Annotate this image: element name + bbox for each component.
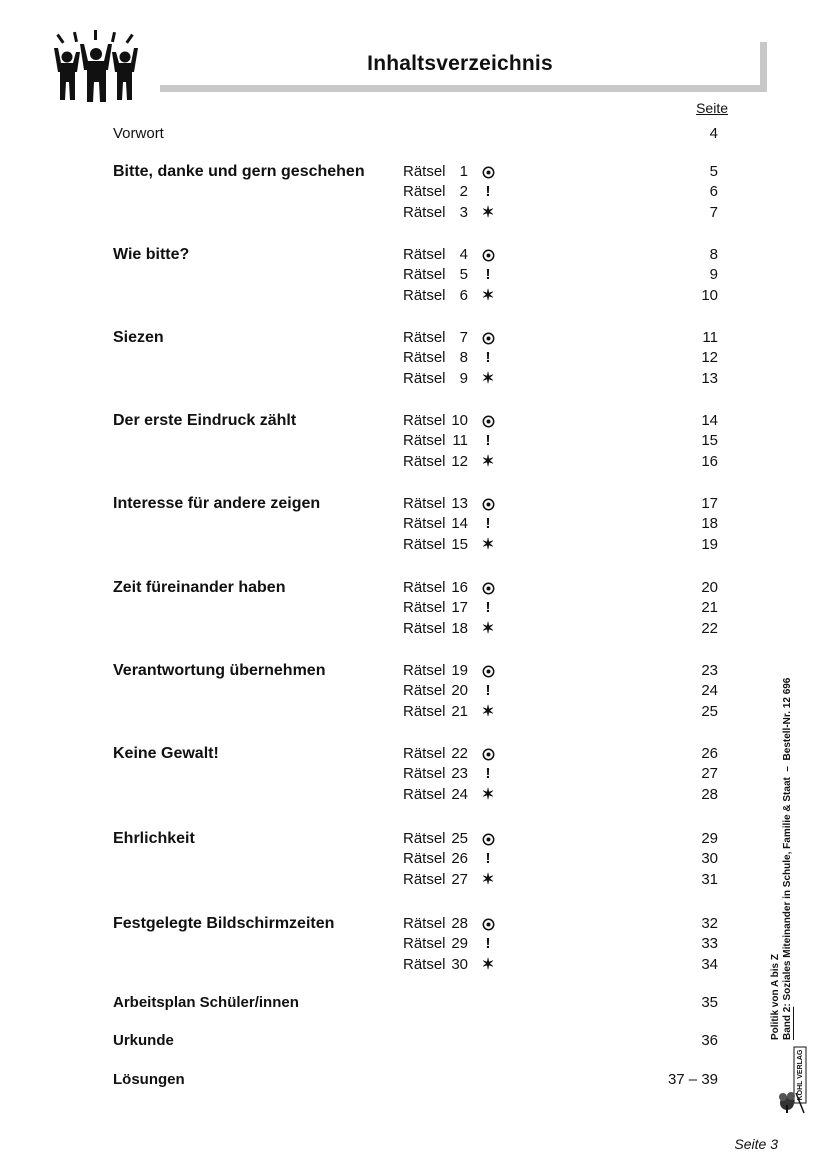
page-number-cell: 35 bbox=[701, 994, 718, 1011]
page-number-cell: 7 bbox=[709, 204, 718, 221]
raetsel-label: Rätsel bbox=[403, 956, 446, 973]
raetsel-number: 27 bbox=[451, 871, 468, 888]
target-icon bbox=[479, 245, 497, 265]
raetsel-label: Rätsel bbox=[403, 412, 446, 429]
toc-row bbox=[0, 681, 827, 701]
raetsel-label: Rätsel bbox=[403, 349, 446, 366]
toc-row bbox=[0, 452, 827, 472]
raetsel-label: Rätsel bbox=[403, 703, 446, 720]
raetsel-number: 16 bbox=[451, 579, 468, 596]
toc-row bbox=[0, 785, 827, 805]
section-title: Siezen bbox=[113, 329, 164, 346]
page-number-cell: 27 bbox=[701, 765, 718, 782]
raetsel-number: 23 bbox=[451, 765, 468, 782]
band-line bbox=[782, 677, 794, 1040]
star-icon: ✶ bbox=[481, 786, 495, 803]
exclamation-icon: ! bbox=[485, 850, 491, 867]
page-number-cell: 33 bbox=[701, 935, 718, 952]
raetsel-label: Rätsel bbox=[403, 370, 446, 387]
raetsel-number: 14 bbox=[451, 515, 468, 532]
page-number-cell: 36 bbox=[701, 1032, 718, 1049]
raetsel-number: 21 bbox=[451, 703, 468, 720]
exclamation-icon: ! bbox=[485, 599, 491, 616]
raetsel-label: Rätsel bbox=[403, 329, 446, 346]
star-icon: ✶ bbox=[481, 956, 495, 973]
raetsel-number: 28 bbox=[451, 915, 468, 932]
raetsel-label: Rätsel bbox=[403, 915, 446, 932]
raetsel-label: Rätsel bbox=[403, 662, 446, 679]
target-icon bbox=[479, 744, 497, 764]
page-title: Inhaltsverzeichnis bbox=[367, 52, 553, 75]
raetsel-number: 11 bbox=[452, 432, 468, 449]
page-number-cell: 19 bbox=[701, 536, 718, 553]
order-number: Bestell-Nr. 12 696 bbox=[782, 677, 793, 761]
publication-info bbox=[770, 677, 810, 1040]
raetsel-number: 4 bbox=[459, 246, 468, 263]
toc-entry-title: Vorwort bbox=[113, 125, 164, 142]
raetsel-number: 22 bbox=[451, 745, 468, 762]
raetsel-number: 19 bbox=[451, 662, 468, 679]
raetsel-label: Rätsel bbox=[403, 830, 446, 847]
page-number-cell: 17 bbox=[701, 495, 718, 512]
page-number-cell: 18 bbox=[701, 515, 718, 532]
page-number-cell: 34 bbox=[701, 956, 718, 973]
raetsel-label: Rätsel bbox=[403, 432, 446, 449]
page-number-cell: 22 bbox=[701, 620, 718, 637]
toc-row bbox=[0, 598, 827, 618]
toc-extra-entry bbox=[0, 1031, 827, 1051]
page-number-cell: 24 bbox=[701, 682, 718, 699]
raetsel-number: 12 bbox=[451, 453, 468, 470]
title-frame-horizontal bbox=[160, 85, 767, 92]
page-number-cell: 14 bbox=[701, 412, 718, 429]
raetsel-number: 8 bbox=[459, 349, 468, 366]
exclamation-icon: ! bbox=[485, 183, 491, 200]
exclamation-icon: ! bbox=[485, 515, 491, 532]
raetsel-number: 24 bbox=[451, 786, 468, 803]
page-number-cell: 11 bbox=[702, 329, 718, 346]
target-icon bbox=[479, 914, 497, 934]
raetsel-label: Rätsel bbox=[403, 850, 446, 867]
toc-extra-entry bbox=[0, 993, 827, 1013]
toc-row bbox=[0, 411, 827, 431]
raetsel-number: 15 bbox=[451, 536, 468, 553]
exclamation-icon: ! bbox=[485, 432, 491, 449]
toc-row bbox=[0, 162, 827, 182]
target-icon bbox=[479, 829, 497, 849]
page-number-cell: 23 bbox=[701, 662, 718, 679]
raetsel-label: Rätsel bbox=[403, 515, 446, 532]
page-number-cell: 5 bbox=[709, 163, 718, 180]
page-number: Seite 3 bbox=[734, 1136, 778, 1152]
raetsel-number: 9 bbox=[459, 370, 468, 387]
target-icon bbox=[479, 162, 497, 182]
page-number-cell: 21 bbox=[701, 599, 718, 616]
section-title: Bitte, danke und gern geschehen bbox=[113, 163, 365, 180]
exclamation-icon: ! bbox=[485, 935, 491, 952]
raetsel-number: 13 bbox=[451, 495, 468, 512]
raetsel-label: Rätsel bbox=[403, 599, 446, 616]
page-number-cell: 30 bbox=[701, 850, 718, 867]
separator: – bbox=[782, 766, 793, 772]
star-icon: ✶ bbox=[481, 536, 495, 553]
extra-title: Arbeitsplan Schüler/innen bbox=[113, 994, 299, 1011]
raetsel-number: 3 bbox=[459, 204, 468, 221]
raetsel-label: Rätsel bbox=[403, 536, 446, 553]
raetsel-label: Rätsel bbox=[403, 287, 446, 304]
toc-row bbox=[0, 514, 827, 534]
target-icon bbox=[479, 661, 497, 681]
toc-row bbox=[0, 535, 827, 555]
toc-row bbox=[0, 203, 827, 223]
band-title: : Soziales Miteinander in Schule, Familie & Staat bbox=[782, 777, 793, 1007]
page-number-cell: 9 bbox=[709, 266, 718, 283]
raetsel-label: Rätsel bbox=[403, 620, 446, 637]
raetsel-label: Rätsel bbox=[403, 682, 446, 699]
series-title: Politik von A bis Z bbox=[770, 954, 781, 1040]
raetsel-number: 17 bbox=[451, 599, 468, 616]
raetsel-number: 20 bbox=[451, 682, 468, 699]
toc-row bbox=[0, 870, 827, 890]
page-number-cell: 32 bbox=[701, 915, 718, 932]
toc-row bbox=[0, 286, 827, 306]
raetsel-label: Rätsel bbox=[403, 246, 446, 263]
target-icon bbox=[479, 411, 497, 431]
section-title: Keine Gewalt! bbox=[113, 745, 219, 762]
toc-row bbox=[0, 578, 827, 598]
toc-entry-page: 4 bbox=[709, 125, 718, 142]
star-icon: ✶ bbox=[481, 871, 495, 888]
toc-row bbox=[0, 702, 827, 722]
page-number-cell: 20 bbox=[701, 579, 718, 596]
raetsel-number: 6 bbox=[459, 287, 468, 304]
section-title: Der erste Eindruck zählt bbox=[113, 412, 297, 429]
page-number-cell: 15 bbox=[701, 432, 718, 449]
toc-row bbox=[0, 265, 827, 285]
raetsel-number: 2 bbox=[459, 183, 468, 200]
section-title: Interesse für andere zeigen bbox=[113, 495, 321, 512]
raetsel-number: 5 bbox=[459, 266, 468, 283]
raetsel-number: 10 bbox=[451, 412, 468, 429]
exclamation-icon: ! bbox=[485, 765, 491, 782]
section-title: Wie bitte? bbox=[113, 246, 190, 263]
exclamation-icon: ! bbox=[485, 349, 491, 366]
page-number-cell: 13 bbox=[701, 370, 718, 387]
raetsel-label: Rätsel bbox=[403, 266, 446, 283]
toc-row bbox=[0, 369, 827, 389]
toc-row bbox=[0, 431, 827, 451]
raetsel-number: 1 bbox=[459, 163, 468, 180]
toc-row bbox=[0, 934, 827, 954]
raetsel-label: Rätsel bbox=[403, 786, 446, 803]
raetsel-label: Rätsel bbox=[403, 765, 446, 782]
toc-row bbox=[0, 494, 827, 514]
raetsel-number: 25 bbox=[451, 830, 468, 847]
raetsel-label: Rätsel bbox=[403, 935, 446, 952]
toc-row bbox=[0, 849, 827, 869]
toc-row bbox=[0, 245, 827, 265]
section-title: Ehrlichkeit bbox=[113, 830, 195, 847]
page-number-cell: 8 bbox=[709, 246, 718, 263]
toc-row bbox=[0, 182, 827, 202]
toc-row bbox=[0, 955, 827, 975]
raetsel-label: Rätsel bbox=[403, 163, 446, 180]
star-icon: ✶ bbox=[481, 453, 495, 470]
page-number-cell: 31 bbox=[701, 871, 718, 888]
raetsel-label: Rätsel bbox=[403, 183, 446, 200]
extra-title: Urkunde bbox=[113, 1032, 174, 1049]
publisher-logo bbox=[778, 1045, 810, 1115]
raetsel-number: 26 bbox=[451, 850, 468, 867]
page-number-cell: 28 bbox=[701, 786, 718, 803]
star-icon: ✶ bbox=[481, 620, 495, 637]
page-column-header: Seite bbox=[696, 100, 728, 116]
raetsel-number: 18 bbox=[451, 620, 468, 637]
toc-row bbox=[0, 619, 827, 639]
raetsel-number: 29 bbox=[451, 935, 468, 952]
raetsel-label: Rätsel bbox=[403, 745, 446, 762]
raetsel-label: Rätsel bbox=[403, 871, 446, 888]
section-title: Zeit füreinander haben bbox=[113, 579, 286, 596]
toc-row bbox=[0, 829, 827, 849]
target-icon bbox=[479, 494, 497, 514]
people-cheering-logo bbox=[50, 30, 145, 105]
target-icon bbox=[479, 578, 497, 598]
toc-row bbox=[0, 764, 827, 784]
star-icon: ✶ bbox=[481, 703, 495, 720]
page-number-cell: 6 bbox=[709, 183, 718, 200]
page-number-cell: 26 bbox=[701, 745, 718, 762]
star-icon: ✶ bbox=[481, 204, 495, 221]
raetsel-label: Rätsel bbox=[403, 579, 446, 596]
toc-row bbox=[0, 744, 827, 764]
toc-row bbox=[0, 328, 827, 348]
toc-entry-vorwort bbox=[0, 124, 827, 144]
section-title: Festgelegte Bildschirmzeiten bbox=[113, 915, 335, 932]
raetsel-label: Rätsel bbox=[403, 204, 446, 221]
star-icon: ✶ bbox=[481, 370, 495, 387]
page-number-cell: 37 – 39 bbox=[667, 1071, 718, 1088]
svg-text:KOHL VERLAG: KOHL VERLAG bbox=[797, 1049, 804, 1101]
toc-row bbox=[0, 661, 827, 681]
page-number-cell: 25 bbox=[701, 703, 718, 720]
star-icon: ✶ bbox=[481, 287, 495, 304]
raetsel-label: Rätsel bbox=[403, 453, 446, 470]
toc-extra-entry bbox=[0, 1070, 827, 1090]
toc-row bbox=[0, 914, 827, 934]
page-number-cell: 12 bbox=[701, 349, 718, 366]
raetsel-label: Rätsel bbox=[403, 495, 446, 512]
toc-row bbox=[0, 348, 827, 368]
section-title: Verantwortung übernehmen bbox=[113, 662, 326, 679]
raetsel-number: 30 bbox=[451, 956, 468, 973]
raetsel-number: 7 bbox=[459, 329, 468, 346]
page-number-cell: 10 bbox=[701, 287, 718, 304]
exclamation-icon: ! bbox=[485, 266, 491, 283]
exclamation-icon: ! bbox=[485, 682, 491, 699]
target-icon bbox=[479, 328, 497, 348]
band-label: Band 2 bbox=[782, 1006, 793, 1040]
page-number-cell: 29 bbox=[701, 830, 718, 847]
page-number-cell: 16 bbox=[701, 453, 718, 470]
extra-title: Lösungen bbox=[113, 1071, 185, 1088]
